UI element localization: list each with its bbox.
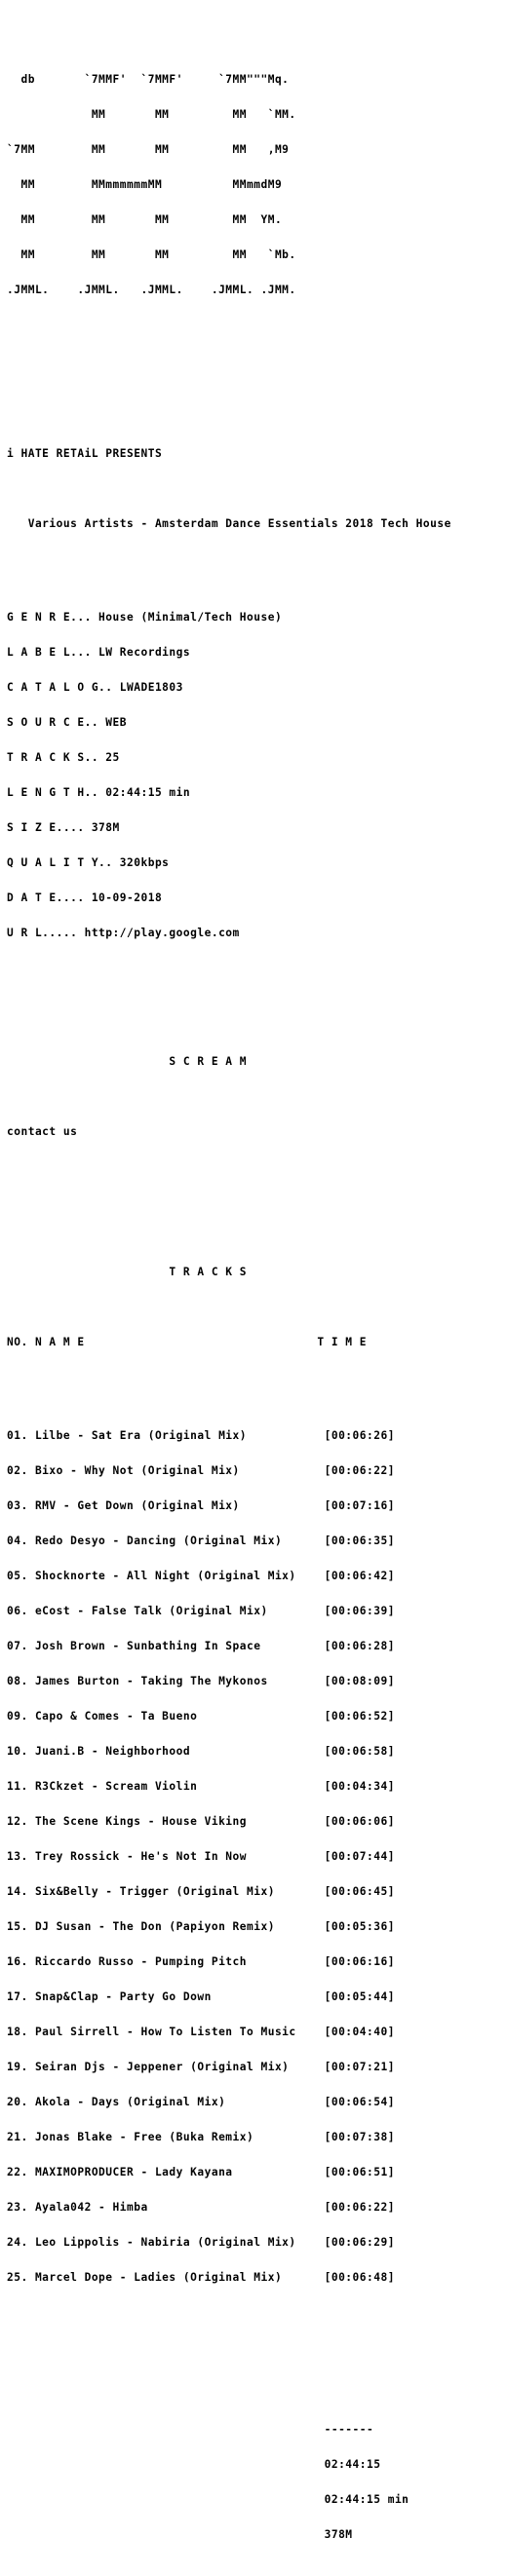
logo-line: MM MMmmmmmmMM MMmmdM9 (7, 178, 283, 191)
track-row: 25. Marcel Dope - Ladies (Original Mix) [00:06:48] (7, 2271, 395, 2284)
ascii-logo (7, 51, 502, 320)
info-catalog: C A T A L O G.. LWADE1803 (7, 681, 183, 694)
logo-line: MM MM MM MM YM. (7, 213, 283, 226)
info-tracks: T R A C K S.. 25 (7, 751, 120, 764)
logo-line: MM MM MM MM `Mb. (7, 248, 296, 261)
track-row: 06. eCost - False Talk (Original Mix) [00:06:39] (7, 1605, 395, 1617)
track-row: 03. RMV - Get Down (Original Mix) [00:07:16] (7, 1499, 395, 1512)
track-row: 18. Paul Sirrell - How To Listen To Music [00:04:40] (7, 2026, 395, 2038)
summary-divider: ------- (7, 2423, 374, 2436)
release-info (7, 588, 502, 963)
scream-heading: S C R E A M (7, 1055, 248, 1068)
track-row: 13. Trey Rossick - He's Not In Now [00:07:44] (7, 1850, 395, 1863)
track-row: 14. Six&Belly - Trigger (Original Mix) [00:06:45] (7, 1885, 395, 1898)
track-row: 08. James Burton - Taking The Mykonos [00:08:09] (7, 1675, 395, 1687)
track-row: 07. Josh Brown - Sunbathing In Space [00:06:28] (7, 1640, 395, 1652)
info-date: D A T E.... 10-09-2018 (7, 891, 163, 904)
info-source: S O U R C E.. WEB (7, 716, 128, 729)
track-list (7, 1407, 502, 2307)
info-url: U R L..... http://play.google.com (7, 927, 240, 939)
presents-line: i HATE RETAiL PRESENTS (7, 447, 163, 460)
track-row: 11. R3Ckzet - Scream Violin [00:04:34] (7, 1780, 395, 1793)
track-row: 10. Juani.B - Neighborhood [00:06:58] (7, 1745, 395, 1758)
info-length: L E N G T H.. 02:44:15 min (7, 786, 191, 799)
track-row: 16. Riccardo Russo - Pumping Pitch [00:06:16] (7, 1955, 395, 1968)
track-row: 09. Capo & Comes - Ta Bueno [00:06:52] (7, 1710, 395, 1723)
track-row: 23. Ayala042 - Himba [00:06:22] (7, 2201, 395, 2214)
logo-line: MM MM MM `MM. (7, 108, 296, 121)
contact-line: contact us (7, 1125, 78, 1138)
track-row: 12. The Scene Kings - House Viking [00:06:06] (7, 1815, 395, 1828)
track-row: 20. Akola - Days (Original Mix) [00:06:54] (7, 2096, 395, 2108)
track-row: 05. Shocknorte - All Night (Original Mix) [00:06:42] (7, 1570, 395, 1582)
info-quality: Q U A L I T Y.. 320kbps (7, 856, 170, 869)
nfo-document (7, 27, 502, 2576)
logo-line: `7MM MM MM MM ,M9 (7, 143, 290, 156)
track-row: 01. Lilbe - Sat Era (Original Mix) [00:06:26] (7, 1429, 395, 1442)
tracks-header: NO. N A M E T I M E (7, 1336, 368, 1348)
tracks-heading: T R A C K S (7, 1266, 248, 1278)
summary-block (7, 2401, 502, 2564)
summary-length: 02:44:15 min (7, 2493, 410, 2506)
track-row: 22. MAXIMOPRODUCER - Lady Kayana [00:06:51] (7, 2166, 395, 2178)
release-title: Various Artists - Amsterdam Dance Essentials 2018 Tech House (7, 517, 451, 530)
summary-total: 02:44:15 (7, 2458, 381, 2471)
info-label: L A B E L... LW Recordings (7, 646, 191, 659)
track-row: 19. Seiran Djs - Jeppener (Original Mix) [00:07:21] (7, 2061, 395, 2073)
info-genre: G E N R E... House (Minimal/Tech House) (7, 611, 283, 624)
track-row: 17. Snap&Clap - Party Go Down [00:05:44] (7, 1990, 395, 2003)
info-size: S I Z E.... 378M (7, 821, 120, 834)
track-row: 04. Redo Desyo - Dancing (Original Mix) [00:06:35] (7, 1534, 395, 1547)
track-row: 24. Leo Lippolis - Nabiria (Original Mix) [00:06:29] (7, 2236, 395, 2249)
summary-size: 378M (7, 2528, 353, 2541)
track-row: 21. Jonas Blake - Free (Buka Remix) [00:07:38] (7, 2131, 395, 2143)
logo-line: db `7MMF' `7MMF' `7MM"""Mq. (7, 73, 290, 86)
track-row: 02. Bixo - Why Not (Original Mix) [00:06:22] (7, 1464, 395, 1477)
track-row: 15. DJ Susan - The Don (Papiyon Remix) [00:05:36] (7, 1920, 395, 1933)
logo-line: .JMML. .JMML. .JMML. .JMML. .JMM. (7, 284, 296, 296)
